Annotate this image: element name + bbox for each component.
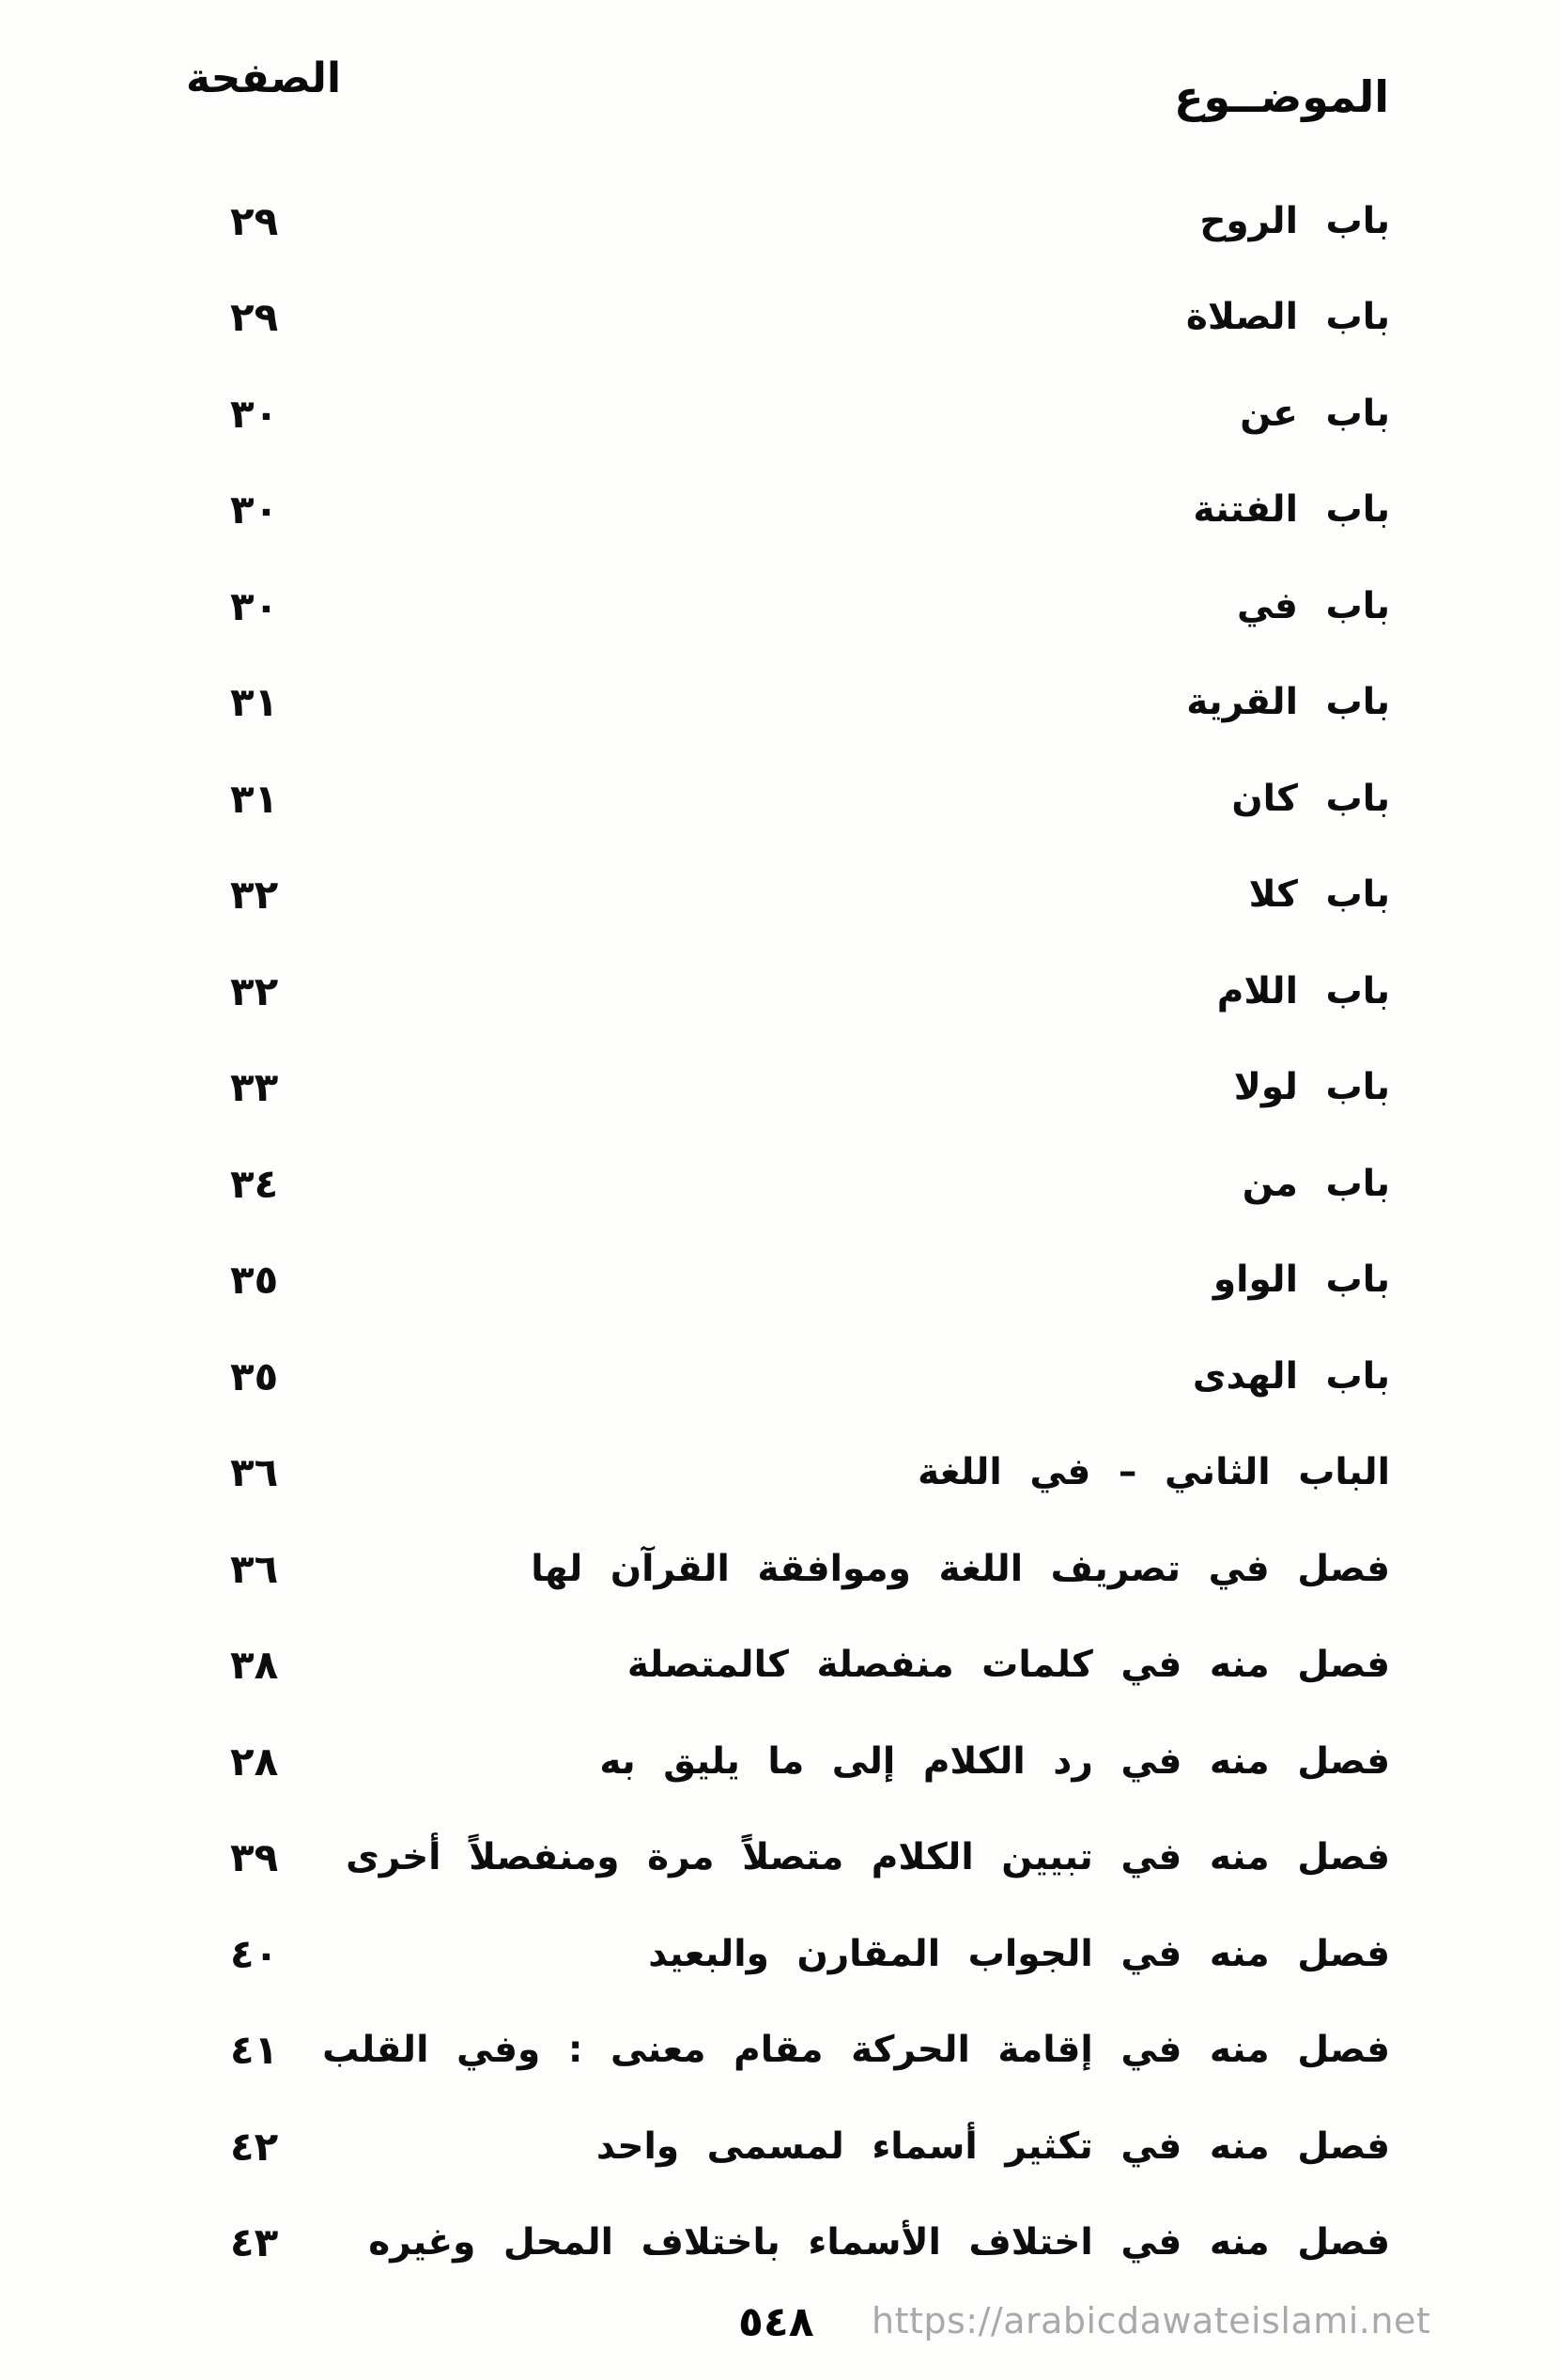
toc-entry — [0, 1232, 1560, 1329]
toc-entry-title: باب القرية — [1186, 681, 1390, 724]
toc-entry — [0, 1328, 1560, 1425]
toc-entry — [0, 462, 1560, 559]
toc-entry — [0, 558, 1560, 655]
toc-entry-title: فصل في تصريف اللغة وموافقة القرآن لها — [531, 1547, 1390, 1590]
book-page-number: ٥٤٨ — [738, 2298, 814, 2346]
toc-entry-title: باب كان — [1231, 777, 1390, 820]
toc-entry-page-number: ٣٦ — [230, 1449, 279, 1496]
toc-entry — [0, 2195, 1560, 2292]
toc-entry-page-number: ٣٥ — [230, 1257, 279, 1304]
toc-entry — [0, 1810, 1560, 1907]
toc-entry — [0, 1521, 1560, 1617]
page-footer — [0, 2293, 1560, 2358]
toc-entry-title: باب عن — [1240, 392, 1390, 435]
toc-entry — [0, 655, 1560, 751]
toc-entry-title: فصل منه في اختلاف الأسماء باختلاف المحل وغيره — [368, 2221, 1390, 2264]
toc-entry-page-number: ٣١ — [230, 679, 279, 726]
toc-entry-page-number: ٢٩ — [230, 197, 279, 244]
toc-entry — [0, 1906, 1560, 2002]
toc-entry-page-number: ٣٨ — [230, 1642, 279, 1689]
toc-entry-page-number: ٤٢ — [230, 2123, 279, 2170]
toc-entry-title: فصل منه في إقامة الحركة مقام معنى : وفي القلب — [322, 2029, 1390, 2072]
contents-header — [0, 54, 1560, 122]
toc-entry — [0, 2098, 1560, 2195]
toc-entry-title: باب الفتنة — [1193, 488, 1390, 532]
toc-entry-page-number: ٢٨ — [230, 1738, 279, 1785]
toc-entry-title: فصل منه في الجواب المقارن والبعيد — [648, 1932, 1390, 1975]
toc-entry-title: فصل منه في تكثير أسماء لمسمى واحد — [595, 2125, 1390, 2168]
toc-entry-page-number: ٣٢ — [230, 967, 279, 1014]
toc-entry-page-number: ٤٠ — [230, 1930, 279, 1977]
toc-entry — [0, 750, 1560, 847]
toc-entry-page-number: ٣٠ — [230, 487, 279, 533]
toc-entry-title: فصل منه في رد الكلام إلى ما يليق به — [599, 1739, 1390, 1783]
toc-entry-title: باب كلا — [1248, 873, 1390, 917]
toc-entry-title: الباب الثاني – في اللغة — [918, 1451, 1390, 1494]
toc-entry — [0, 1425, 1560, 1522]
toc-entry-title: باب الصلاة — [1185, 296, 1390, 339]
toc-entries — [0, 173, 1560, 2291]
toc-entry-title: باب الواو — [1212, 1259, 1390, 1302]
toc-entry — [0, 270, 1560, 366]
toc-entry-page-number: ٣٠ — [230, 582, 279, 629]
toc-entry-page-number: ٣١ — [230, 775, 279, 822]
toc-entry — [0, 1713, 1560, 1810]
toc-entry — [0, 1136, 1560, 1232]
toc-entry — [0, 2002, 1560, 2099]
toc-entry-page-number: ٣٥ — [230, 1352, 279, 1399]
toc-entry-page-number: ٣٤ — [230, 1160, 279, 1207]
toc-entry-title: باب لولا — [1233, 1066, 1390, 1109]
toc-entry — [0, 1617, 1560, 1714]
toc-entry-title: باب من — [1242, 1162, 1390, 1205]
toc-entry-title: باب في — [1236, 584, 1390, 627]
toc-entry-page-number: ٣٢ — [230, 872, 279, 919]
toc-entry — [0, 173, 1560, 270]
toc-entry-title: باب اللام — [1216, 969, 1390, 1012]
toc-entry — [0, 365, 1560, 462]
toc-entry-title: فصل منه في كلمات منفصلة كالمتصلة — [626, 1644, 1390, 1687]
subject-column-label: الموضــوع — [1174, 71, 1389, 122]
toc-entry-page-number: ٤١ — [230, 2027, 279, 2074]
toc-entry-title: فصل منه في تبيين الكلام متصلاً مرة ومنفصلاً أخرى — [346, 1836, 1390, 1879]
page-column-label: الصفحة — [186, 54, 342, 102]
toc-entry-page-number: ٣٠ — [230, 390, 279, 437]
toc-entry-page-number: ٣٣ — [230, 1064, 279, 1111]
toc-entry-page-number: ٢٩ — [230, 294, 279, 341]
toc-entry-page-number: ٣٦ — [230, 1545, 279, 1592]
toc-entry — [0, 943, 1560, 1040]
toc-entry-page-number: ٣٩ — [230, 1834, 279, 1881]
toc-entry — [0, 1040, 1560, 1136]
toc-entry-page-number: ٤٣ — [230, 2219, 279, 2266]
toc-entry-title: باب الروح — [1199, 199, 1390, 242]
watermark-url: https://arabicdawateislami.net — [872, 2300, 1431, 2341]
toc-entry — [0, 847, 1560, 944]
toc-entry-title: باب الهدى — [1192, 1354, 1390, 1398]
